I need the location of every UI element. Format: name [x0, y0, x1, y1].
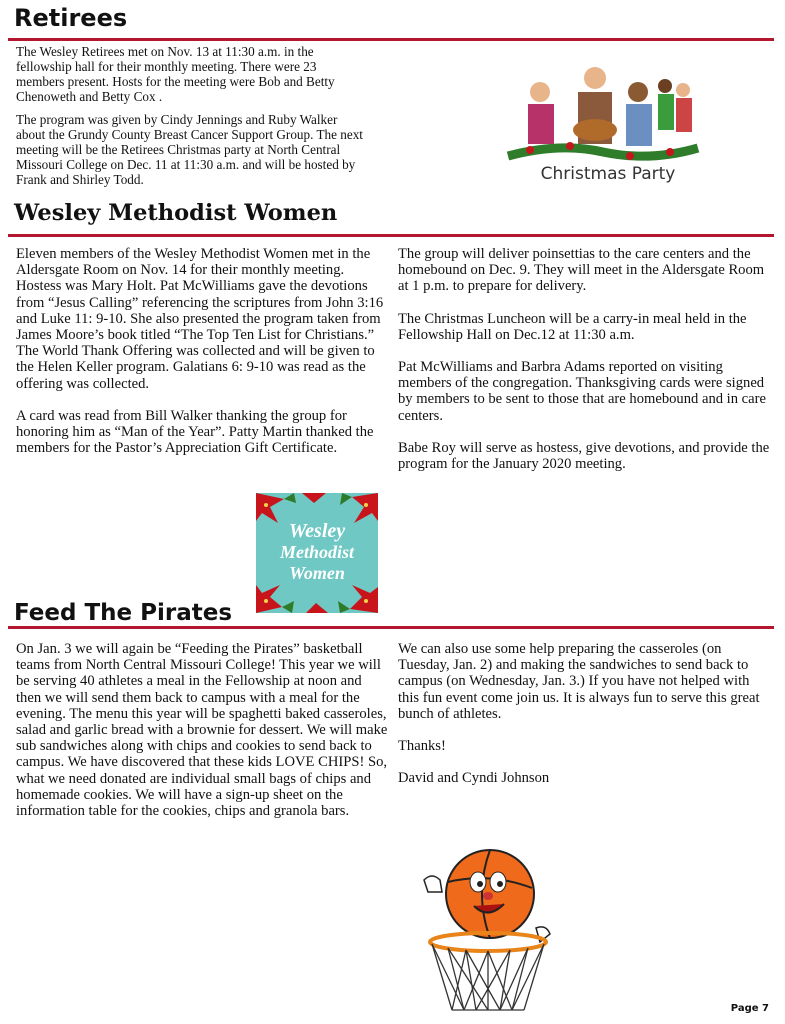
pirates-right-paragraph-3: David and Cyndi Johnson	[398, 770, 550, 787]
wmw-right-column	[398, 246, 770, 488]
wmw-right-paragraph-2: The Christmas Luncheon will be a carry-in meal held in the Fellowship Hall on Dec.12 at 11:30 a.m.	[398, 310, 747, 343]
retirees-paragraph-1: The Wesley Retirees met on Nov. 13 at 11:30 a.m. in the fellowship hall for their monthly meeting. There were 23 members present. Hosts for the meeting were Bob and Betty Chenoweth and Betty Cox .	[16, 44, 335, 104]
pirates-left-column	[16, 641, 388, 835]
retirees-text	[16, 44, 364, 195]
pirates-left-paragraph-1: On Jan. 3 we will again be “Feeding the Pirates” basketball teams from North Central Missouri College! This year we will be serving 40 athletes a meal in the Fellowship at noon and then we will send them back to campus with a meal for the evening. The menu this year will be spaghetti baked casseroles, salad and garlic bread with a brownie for dessert. We will make sub sandwiches along with chips and cookies to send back to campus. We have discovered that these kids LOVE CHIPS! So, what we need donated are individual small bags of chips and homemade cookies. We will have a sign-up sheet on the information table for the cookies, chips and granola bars.	[16, 641, 388, 820]
wmw-left-paragraph-2: A card was read from Bill Walker thanking the group for honoring him as “Man of the Year”. Patty Martin thanked the members for the Pastor’s Appreciation Gift Certificate.	[16, 407, 374, 457]
wmw-logo	[256, 493, 378, 613]
retirees-heading: Retirees	[14, 4, 128, 32]
retirees-paragraph-2: The program was given by Cindy Jennings and Ruby Walker about the Grundy County Breast Cancer Support Group. The next meeting will be the Retirees Christmas party at North Central Missouri College on Dec. 11 at 11:30 a.m. and will be hosted by Frank and Shirley Todd.	[16, 112, 363, 187]
wmw-right-paragraph-3: Pat McWilliams and Barbra Adams reported on visiting members of the congregation. Thanksgiving cards were signed by members to be sent to those that are homebound and in care centers.	[398, 359, 766, 424]
pirates-right-paragraph-2: Thanks!	[398, 738, 446, 755]
wmw-left-column	[16, 246, 388, 472]
wmw-logo-line-2: Methodist	[279, 542, 354, 562]
basketball-hoop-icon	[418, 842, 558, 1014]
christmas-party-caption: Christmas Party	[540, 164, 676, 184]
pirates-heading: Feed The Pirates	[14, 600, 233, 626]
wmw-right-paragraph-1: The group will deliver poinsettias to the care centers and the homebound on Dec. 9. They will meet in the Aldersgate Room at 1 p.m. to prepare for delivery.	[398, 246, 765, 295]
pirates-right-column	[398, 641, 773, 802]
wmw-divider	[8, 234, 774, 237]
pirates-divider	[8, 626, 774, 629]
pirates-right-paragraph-1: We can also use some help preparing the casseroles (on Tuesday, Jan. 2) and making the sandwiches to send back to campus (on Wednesday, Jan. 3.) If you have not helped with this fun event come join us. It is always fun to serve this great bunch of athletes.	[398, 641, 760, 722]
basketball-mascot-image	[418, 842, 558, 1014]
page-number: Page 7	[730, 1003, 769, 1014]
christmas-party-image	[500, 64, 706, 192]
wmw-logo-line-3: Women	[289, 563, 345, 583]
wmw-right-paragraph-4: Babe Roy will serve as hostess, give devotions, and provide the program for the January 2020 meeting.	[398, 439, 770, 473]
wmw-left-paragraph-1: Eleven members of the Wesley Methodist Women met in the Aldersgate Room on Nov. 14 for their monthly meeting. Hostess was Mary Holt. Pat McWilliams gave the devotions from “Jesus Calling” referencing the scriptures from John 3:16 and Luke 11: 9-10. She also presented the program taken from James Moore’s book titled “The Top Ten List for Christians.” The World Thank Offering was collected and will be given to the Helen Keller program. Galatians 6: 9-10 was read as the offering was collected.	[16, 246, 384, 392]
wmw-logo-line-1: Wesley	[288, 520, 346, 542]
retirees-divider	[8, 38, 774, 41]
wmw-heading: Wesley Methodist Women	[14, 200, 338, 226]
